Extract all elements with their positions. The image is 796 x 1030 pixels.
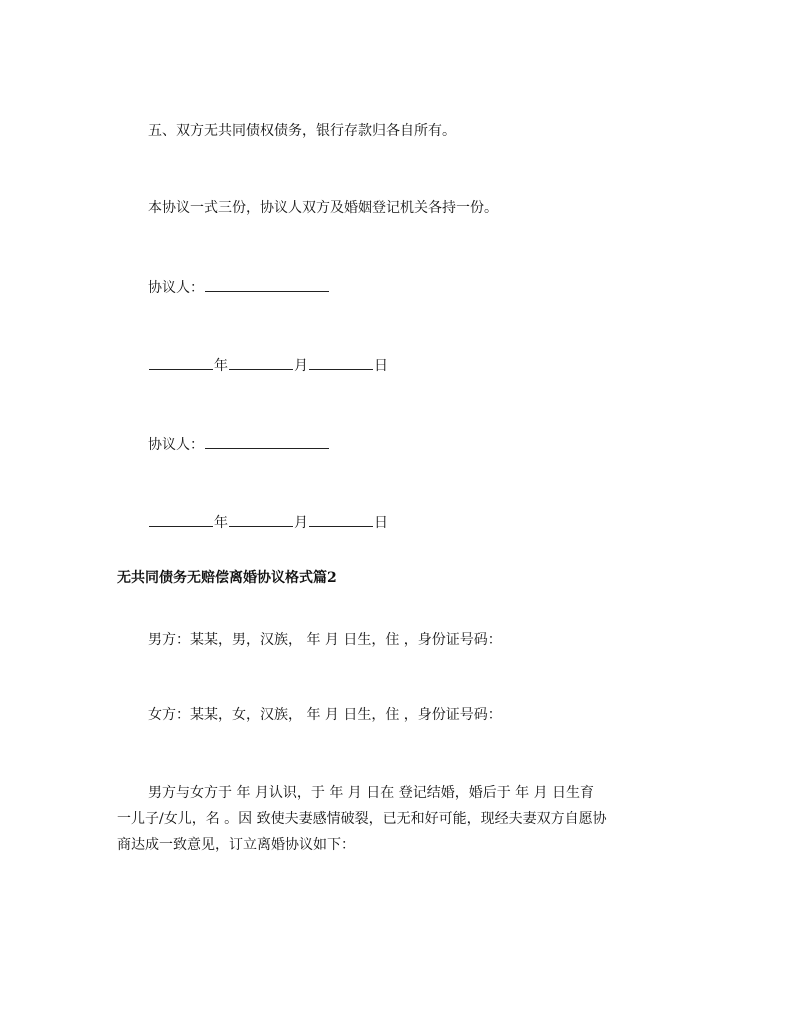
paragraph-line: 商达成一致意见，订立离婚协议如下： xyxy=(117,837,355,853)
date-line-2 xyxy=(148,512,388,532)
section-heading: 无共同债务无赔偿离婚协议格式篇2 xyxy=(117,570,337,586)
year-blank xyxy=(149,512,213,527)
signer-line-1 xyxy=(148,277,330,297)
day-label: 日 xyxy=(374,358,388,374)
woman-info: 女方：某某，女，汉族， 年 月 日生，住 ，身份证号码： xyxy=(148,707,502,723)
paragraph-line: 男方与女方于 年 月认识，于 年 月 日在 登记结婚，婚后于 年 月 日生育 xyxy=(148,785,595,801)
month-label: 月 xyxy=(294,358,308,374)
signer-label: 协议人： xyxy=(148,280,204,296)
marriage-paragraph xyxy=(117,780,687,858)
day-blank xyxy=(309,512,373,527)
month-blank xyxy=(229,355,293,370)
signature-blank xyxy=(205,277,329,292)
paragraph-line: 一儿子/女儿，名 。因 致使夫妻感情破裂，已无和好可能，现经夫妻双方自愿协 xyxy=(117,811,607,827)
date-line-1 xyxy=(148,355,388,375)
month-blank xyxy=(229,512,293,527)
year-label: 年 xyxy=(214,515,228,531)
signer-line-2 xyxy=(148,434,330,454)
clause-five: 五、双方无共同债权债务，银行存款归各自所有。 xyxy=(148,123,456,139)
day-label: 日 xyxy=(374,515,388,531)
signer-label: 协议人： xyxy=(148,437,204,453)
year-label: 年 xyxy=(214,358,228,374)
year-blank xyxy=(149,355,213,370)
signature-blank xyxy=(205,434,329,449)
day-blank xyxy=(309,355,373,370)
copies-clause: 本协议一式三份，协议人双方及婚姻登记机关各持一份。 xyxy=(148,200,498,216)
man-info: 男方：某某，男，汉族， 年 月 日生，住 ，身份证号码： xyxy=(148,632,502,648)
month-label: 月 xyxy=(294,515,308,531)
